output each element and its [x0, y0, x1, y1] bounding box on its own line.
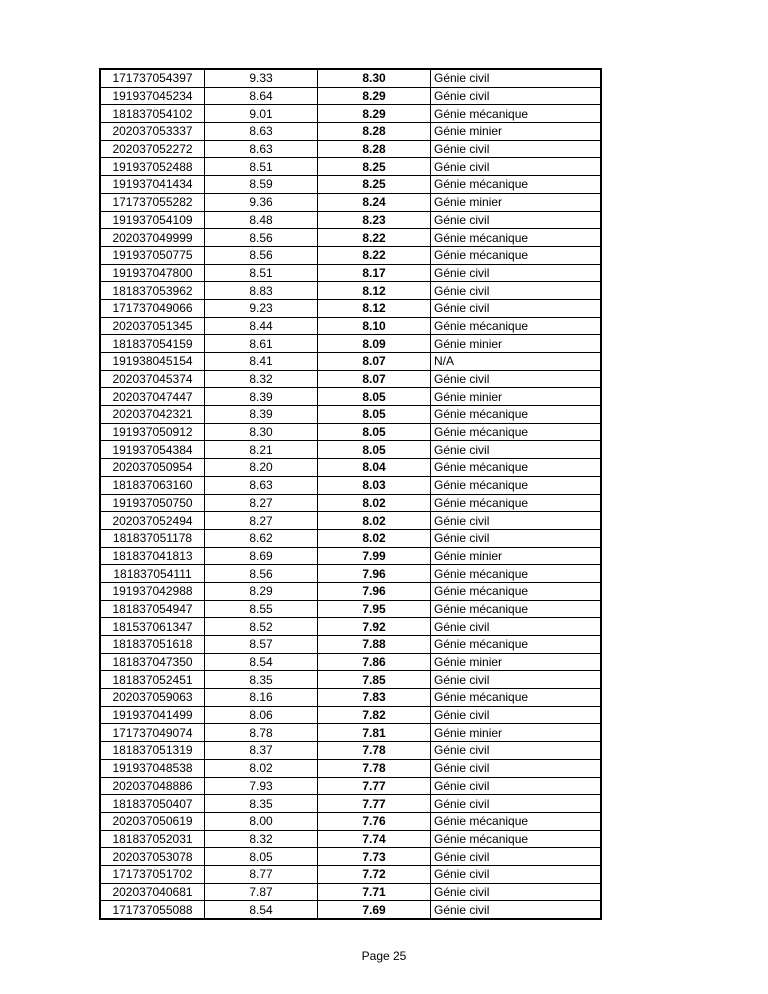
department-cell: Génie minier: [431, 547, 602, 565]
grade-1-cell: 8.52: [205, 618, 318, 636]
table-row: [100, 636, 601, 654]
table-row: [100, 282, 601, 300]
student-id-cell: 202037052272: [100, 140, 205, 158]
table-row: [100, 830, 601, 848]
student-id-cell: 181837053962: [100, 282, 205, 300]
grade-1-cell: 8.06: [205, 706, 318, 724]
table-row: [100, 618, 601, 636]
grade-2-cell: 7.82: [318, 706, 431, 724]
student-id-cell: 181837051618: [100, 636, 205, 654]
table-row: [100, 123, 601, 141]
table-row: [100, 353, 601, 371]
student-id-cell: 191938045154: [100, 353, 205, 371]
table-row: [100, 476, 601, 494]
table-row: [100, 406, 601, 424]
grade-2-cell: 8.28: [318, 140, 431, 158]
student-id-cell: 202037040681: [100, 883, 205, 901]
grade-1-cell: 8.27: [205, 512, 318, 530]
grade-2-cell: 7.95: [318, 600, 431, 618]
table-row: [100, 317, 601, 335]
grade-1-cell: 7.87: [205, 883, 318, 901]
department-cell: Génie civil: [431, 883, 602, 901]
results-table-body: [100, 69, 601, 919]
grade-1-cell: 8.54: [205, 653, 318, 671]
department-cell: Génie civil: [431, 777, 602, 795]
student-id-cell: 202037053337: [100, 123, 205, 141]
grade-2-cell: 8.04: [318, 459, 431, 477]
department-cell: Génie civil: [431, 865, 602, 883]
student-id-cell: 191937054109: [100, 211, 205, 229]
table-row: [100, 87, 601, 105]
department-cell: Génie civil: [431, 140, 602, 158]
department-cell: Génie civil: [431, 512, 602, 530]
table-row: [100, 742, 601, 760]
table-row: [100, 335, 601, 353]
grade-1-cell: 8.29: [205, 582, 318, 600]
department-cell: Génie civil: [431, 370, 602, 388]
student-id-cell: 191937041434: [100, 176, 205, 194]
student-id-cell: 171737054397: [100, 69, 205, 87]
department-cell: Génie mécanique: [431, 406, 602, 424]
grade-1-cell: 8.62: [205, 529, 318, 547]
department-cell: Génie civil: [431, 282, 602, 300]
table-row: [100, 388, 601, 406]
grade-1-cell: 8.56: [205, 246, 318, 264]
department-cell: Génie civil: [431, 158, 602, 176]
table-row: [100, 865, 601, 883]
grade-2-cell: 7.92: [318, 618, 431, 636]
table-row: [100, 565, 601, 583]
department-cell: Génie mécanique: [431, 812, 602, 830]
student-id-cell: 191937042988: [100, 582, 205, 600]
grade-1-cell: 8.32: [205, 830, 318, 848]
grade-1-cell: 8.32: [205, 370, 318, 388]
department-cell: Génie mécanique: [431, 494, 602, 512]
grade-2-cell: 8.22: [318, 229, 431, 247]
grade-2-cell: 8.12: [318, 282, 431, 300]
table-row: [100, 512, 601, 530]
student-id-cell: 202037051345: [100, 317, 205, 335]
grade-2-cell: 7.71: [318, 883, 431, 901]
student-id-cell: 191937048538: [100, 759, 205, 777]
grade-1-cell: 8.55: [205, 600, 318, 618]
department-cell: Génie civil: [431, 671, 602, 689]
department-cell: Génie mécanique: [431, 459, 602, 477]
table-row: [100, 724, 601, 742]
student-id-cell: 202037048886: [100, 777, 205, 795]
grade-2-cell: 8.05: [318, 423, 431, 441]
grade-2-cell: 7.76: [318, 812, 431, 830]
department-cell: Génie civil: [431, 618, 602, 636]
grade-2-cell: 8.03: [318, 476, 431, 494]
student-id-cell: 202037045374: [100, 370, 205, 388]
department-cell: Génie mécanique: [431, 830, 602, 848]
department-cell: Génie mécanique: [431, 636, 602, 654]
grade-2-cell: 7.72: [318, 865, 431, 883]
grade-2-cell: 7.78: [318, 759, 431, 777]
grade-1-cell: 8.63: [205, 140, 318, 158]
department-cell: Génie civil: [431, 742, 602, 760]
grade-2-cell: 8.23: [318, 211, 431, 229]
department-cell: Génie civil: [431, 706, 602, 724]
student-id-cell: 171737051702: [100, 865, 205, 883]
grade-2-cell: 8.22: [318, 246, 431, 264]
grade-2-cell: 7.73: [318, 848, 431, 866]
grade-1-cell: 8.54: [205, 901, 318, 919]
student-id-cell: 181837063160: [100, 476, 205, 494]
table-row: [100, 600, 601, 618]
student-id-cell: 202037047447: [100, 388, 205, 406]
table-row: [100, 69, 601, 87]
grade-1-cell: 8.30: [205, 423, 318, 441]
grade-1-cell: 8.83: [205, 282, 318, 300]
student-id-cell: 171737055282: [100, 193, 205, 211]
department-cell: Génie civil: [431, 795, 602, 813]
student-id-cell: 191937050912: [100, 423, 205, 441]
table-row: [100, 229, 601, 247]
student-id-cell: 181837047350: [100, 653, 205, 671]
student-id-cell: 181837054159: [100, 335, 205, 353]
grade-2-cell: 8.30: [318, 69, 431, 87]
grade-2-cell: 8.24: [318, 193, 431, 211]
student-id-cell: 181537061347: [100, 618, 205, 636]
department-cell: Génie minier: [431, 193, 602, 211]
student-id-cell: 181837052451: [100, 671, 205, 689]
student-id-cell: 181837054102: [100, 105, 205, 123]
grade-2-cell: 7.69: [318, 901, 431, 919]
grade-2-cell: 7.99: [318, 547, 431, 565]
table-row: [100, 105, 601, 123]
grade-1-cell: 9.23: [205, 299, 318, 317]
grade-2-cell: 8.05: [318, 406, 431, 424]
department-cell: Génie minier: [431, 388, 602, 406]
grade-1-cell: 8.51: [205, 264, 318, 282]
student-id-cell: 202037042321: [100, 406, 205, 424]
grade-1-cell: 8.27: [205, 494, 318, 512]
department-cell: Génie civil: [431, 441, 602, 459]
grade-1-cell: 8.77: [205, 865, 318, 883]
department-cell: Génie mécanique: [431, 689, 602, 707]
grade-1-cell: 8.59: [205, 176, 318, 194]
table-row: [100, 494, 601, 512]
department-cell: Génie mécanique: [431, 105, 602, 123]
student-id-cell: 191937047800: [100, 264, 205, 282]
grade-2-cell: 8.09: [318, 335, 431, 353]
grade-2-cell: 7.77: [318, 777, 431, 795]
department-cell: Génie mécanique: [431, 582, 602, 600]
student-id-cell: 191937045234: [100, 87, 205, 105]
grade-2-cell: 7.74: [318, 830, 431, 848]
grade-2-cell: 7.88: [318, 636, 431, 654]
table-row: [100, 777, 601, 795]
grade-2-cell: 7.81: [318, 724, 431, 742]
department-cell: Génie mécanique: [431, 317, 602, 335]
table-row: [100, 176, 601, 194]
grade-2-cell: 7.86: [318, 653, 431, 671]
department-cell: Génie mécanique: [431, 476, 602, 494]
department-cell: Génie civil: [431, 901, 602, 919]
student-id-cell: 202037052494: [100, 512, 205, 530]
department-cell: Génie civil: [431, 759, 602, 777]
table-row: [100, 299, 601, 317]
student-id-cell: 181837050407: [100, 795, 205, 813]
table-row: [100, 671, 601, 689]
table-row: [100, 193, 601, 211]
table-row: [100, 264, 601, 282]
student-id-cell: 181837054947: [100, 600, 205, 618]
department-cell: Génie civil: [431, 848, 602, 866]
table-row: [100, 795, 601, 813]
table-row: [100, 883, 601, 901]
grade-1-cell: 9.01: [205, 105, 318, 123]
student-id-cell: 202037050619: [100, 812, 205, 830]
student-id-cell: 202037053078: [100, 848, 205, 866]
grade-1-cell: 8.39: [205, 388, 318, 406]
table-row: [100, 901, 601, 919]
grade-2-cell: 8.02: [318, 529, 431, 547]
table-row: [100, 441, 601, 459]
department-cell: Génie civil: [431, 87, 602, 105]
department-cell: Génie minier: [431, 724, 602, 742]
student-id-cell: 181837052031: [100, 830, 205, 848]
student-id-cell: 202037059063: [100, 689, 205, 707]
grade-2-cell: 7.96: [318, 565, 431, 583]
grade-2-cell: 8.25: [318, 176, 431, 194]
student-id-cell: 202037049999: [100, 229, 205, 247]
grade-2-cell: 8.07: [318, 370, 431, 388]
table-row: [100, 759, 601, 777]
grade-1-cell: 8.61: [205, 335, 318, 353]
grade-2-cell: 8.02: [318, 494, 431, 512]
grade-2-cell: 7.77: [318, 795, 431, 813]
grade-1-cell: 7.93: [205, 777, 318, 795]
grade-2-cell: 7.83: [318, 689, 431, 707]
grade-1-cell: 8.02: [205, 759, 318, 777]
grade-1-cell: 8.00: [205, 812, 318, 830]
table-row: [100, 370, 601, 388]
department-cell: Génie civil: [431, 69, 602, 87]
department-cell: Génie mécanique: [431, 246, 602, 264]
department-cell: Génie minier: [431, 335, 602, 353]
table-row: [100, 582, 601, 600]
grade-1-cell: 8.51: [205, 158, 318, 176]
grade-1-cell: 8.48: [205, 211, 318, 229]
grade-2-cell: 8.28: [318, 123, 431, 141]
table-row: [100, 848, 601, 866]
grade-1-cell: 8.35: [205, 671, 318, 689]
grade-1-cell: 8.56: [205, 229, 318, 247]
table-row: [100, 812, 601, 830]
student-id-cell: 191937052488: [100, 158, 205, 176]
grade-1-cell: 8.78: [205, 724, 318, 742]
table-row: [100, 706, 601, 724]
grade-1-cell: 8.37: [205, 742, 318, 760]
student-id-cell: 171737049074: [100, 724, 205, 742]
grade-2-cell: 8.29: [318, 87, 431, 105]
grade-1-cell: 8.16: [205, 689, 318, 707]
department-cell: Génie mécanique: [431, 229, 602, 247]
department-cell: N/A: [431, 353, 602, 371]
grade-1-cell: 9.36: [205, 193, 318, 211]
grade-2-cell: 7.85: [318, 671, 431, 689]
grade-2-cell: 8.17: [318, 264, 431, 282]
student-id-cell: 191937050775: [100, 246, 205, 264]
grade-2-cell: 7.96: [318, 582, 431, 600]
student-id-cell: 181837051319: [100, 742, 205, 760]
grade-1-cell: 8.57: [205, 636, 318, 654]
table-row: [100, 653, 601, 671]
department-cell: Génie civil: [431, 264, 602, 282]
grade-1-cell: 8.39: [205, 406, 318, 424]
student-id-cell: 191937054384: [100, 441, 205, 459]
student-id-cell: 171737055088: [100, 901, 205, 919]
grade-1-cell: 9.33: [205, 69, 318, 87]
department-cell: Génie civil: [431, 299, 602, 317]
grade-1-cell: 8.05: [205, 848, 318, 866]
department-cell: Génie civil: [431, 211, 602, 229]
table-row: [100, 158, 601, 176]
department-cell: Génie mécanique: [431, 600, 602, 618]
table-row: [100, 689, 601, 707]
student-id-cell: 181837051178: [100, 529, 205, 547]
grade-1-cell: 8.64: [205, 87, 318, 105]
grade-2-cell: 8.29: [318, 105, 431, 123]
department-cell: Génie mécanique: [431, 176, 602, 194]
student-id-cell: 191937041499: [100, 706, 205, 724]
student-id-cell: 181837054111: [100, 565, 205, 583]
department-cell: Génie civil: [431, 529, 602, 547]
department-cell: Génie mécanique: [431, 423, 602, 441]
grade-1-cell: 8.63: [205, 123, 318, 141]
table-row: [100, 459, 601, 477]
results-table: [99, 68, 602, 920]
table-row: [100, 423, 601, 441]
grade-1-cell: 8.56: [205, 565, 318, 583]
grade-2-cell: 8.25: [318, 158, 431, 176]
grade-1-cell: 8.69: [205, 547, 318, 565]
grade-2-cell: 8.07: [318, 353, 431, 371]
table-row: [100, 246, 601, 264]
grade-1-cell: 8.35: [205, 795, 318, 813]
grade-2-cell: 8.05: [318, 388, 431, 406]
grade-2-cell: 8.10: [318, 317, 431, 335]
grade-2-cell: 8.05: [318, 441, 431, 459]
student-id-cell: 181837041813: [100, 547, 205, 565]
student-id-cell: 202037050954: [100, 459, 205, 477]
grade-1-cell: 8.63: [205, 476, 318, 494]
grade-2-cell: 8.02: [318, 512, 431, 530]
table-row: [100, 547, 601, 565]
grade-1-cell: 8.20: [205, 459, 318, 477]
grade-1-cell: 8.41: [205, 353, 318, 371]
student-id-cell: 171737049066: [100, 299, 205, 317]
grade-2-cell: 8.12: [318, 299, 431, 317]
student-id-cell: 191937050750: [100, 494, 205, 512]
table-row: [100, 529, 601, 547]
grade-2-cell: 7.78: [318, 742, 431, 760]
grade-1-cell: 8.44: [205, 317, 318, 335]
department-cell: Génie minier: [431, 653, 602, 671]
department-cell: Génie minier: [431, 123, 602, 141]
department-cell: Génie mécanique: [431, 565, 602, 583]
table-row: [100, 211, 601, 229]
grade-1-cell: 8.21: [205, 441, 318, 459]
page-number: Page 25: [361, 949, 407, 963]
table-row: [100, 140, 601, 158]
